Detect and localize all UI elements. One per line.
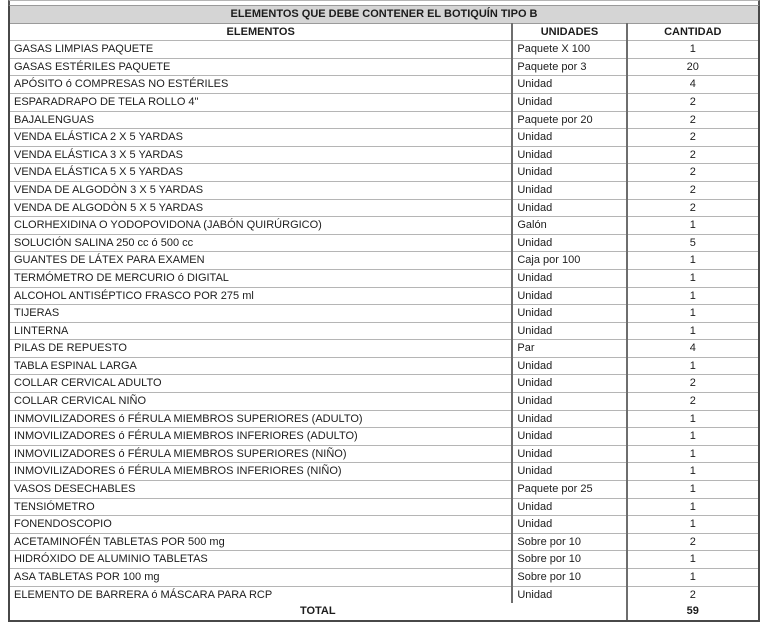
element-cell: GUANTES DE LÁTEX PARA EXAMEN [10, 252, 512, 270]
table-row [10, 111, 758, 129]
total-value: 59 [686, 605, 699, 618]
column-header-elementos: ELEMENTOS [10, 23, 512, 41]
quantity-cell: 1 [627, 305, 758, 323]
unit-cell: Sobre por 10 [512, 569, 626, 587]
table-row [10, 76, 758, 94]
unit-cell: Paquete por 25 [512, 481, 626, 499]
table-row [10, 569, 758, 587]
quantity-cell: 1 [627, 269, 758, 287]
element-cell: VENDA ELÁSTICA 5 X 5 YARDAS [10, 164, 512, 182]
element-cell: HIDRÓXIDO DE ALUMINIO TABLETAS [10, 551, 512, 569]
unit-cell: Unidad [512, 445, 626, 463]
unit-cell: Unidad [512, 586, 626, 603]
unit-cell: Unidad [512, 287, 626, 305]
quantity-cell: 2 [627, 533, 758, 551]
table-row [10, 217, 758, 235]
quantity-cell: 1 [627, 463, 758, 481]
table-row [10, 393, 758, 411]
table-row [10, 481, 758, 499]
element-cell: VASOS DESECHABLES [10, 481, 512, 499]
table-row [10, 146, 758, 164]
column-header-unidades: UNIDADES [512, 23, 626, 41]
unit-cell: Unidad [512, 498, 626, 516]
element-cell: VENDA ELÁSTICA 3 X 5 YARDAS [10, 146, 512, 164]
quantity-cell: 1 [627, 551, 758, 569]
unit-cell: Paquete por 20 [512, 111, 626, 129]
table-row [10, 199, 758, 217]
quantity-cell: 2 [627, 146, 758, 164]
table-row [10, 181, 758, 199]
table-row [10, 287, 758, 305]
unit-cell: Unidad [512, 463, 626, 481]
quantity-cell: 4 [627, 76, 758, 94]
element-cell: GASAS LIMPIAS PAQUETE [10, 41, 512, 59]
unit-cell: Unidad [512, 357, 626, 375]
quantity-cell: 2 [627, 393, 758, 411]
unit-cell: Unidad [512, 76, 626, 94]
table-header-row [10, 23, 758, 41]
quantity-cell: 2 [627, 111, 758, 129]
table-row [10, 129, 758, 147]
element-cell: SOLUCIÓN SALINA 250 cc ó 500 cc [10, 234, 512, 252]
table-row [10, 445, 758, 463]
table-row [10, 410, 758, 428]
unit-cell: Paquete X 100 [512, 41, 626, 59]
quantity-cell: 5 [627, 234, 758, 252]
quantity-cell: 1 [627, 357, 758, 375]
unit-cell: Unidad [512, 164, 626, 182]
table-row [10, 305, 758, 323]
unit-cell: Unidad [512, 393, 626, 411]
element-cell: COLLAR CERVICAL NIÑO [10, 393, 512, 411]
element-cell: INMOVILIZADORES ó FÉRULA MIEMBROS INFERIORES (NIÑO) [10, 463, 512, 481]
element-cell: VENDA DE ALGODÒN 3 X 5 YARDAS [10, 181, 512, 199]
quantity-cell: 2 [627, 93, 758, 111]
quantity-cell: 1 [627, 481, 758, 499]
table-row [10, 340, 758, 358]
element-cell: FONENDOSCOPIO [10, 516, 512, 534]
element-cell: TABLA ESPINAL LARGA [10, 357, 512, 375]
element-cell: PILAS DE REPUESTO [10, 340, 512, 358]
quantity-cell: 1 [627, 252, 758, 270]
quantity-cell: 2 [627, 181, 758, 199]
quantity-cell: 4 [627, 340, 758, 358]
element-cell: ESPARADRAPO DE TELA ROLLO 4" [10, 93, 512, 111]
unit-cell: Unidad [512, 234, 626, 252]
unit-cell: Unidad [512, 269, 626, 287]
table-title-row [10, 6, 758, 23]
table-row [10, 322, 758, 340]
unit-cell: Galón [512, 217, 626, 235]
total-label: TOTAL [10, 603, 627, 620]
unit-cell: Unidad [512, 146, 626, 164]
unit-cell: Sobre por 10 [512, 551, 626, 569]
element-cell: ELEMENTO DE BARRERA ó MÁSCARA PARA RCP [10, 586, 512, 603]
table-row [10, 533, 758, 551]
unit-cell: Par [512, 340, 626, 358]
element-cell: COLLAR CERVICAL ADULTO [10, 375, 512, 393]
table-body [10, 41, 758, 604]
unit-cell: Unidad [512, 181, 626, 199]
unit-cell: Paquete por 3 [512, 58, 626, 76]
table-row [10, 516, 758, 534]
column-header-cantidad: CANTIDAD [627, 23, 758, 41]
botiquin-table-sheet [8, 0, 760, 622]
quantity-cell: 1 [627, 569, 758, 587]
element-cell: BAJALENGUAS [10, 111, 512, 129]
element-cell: GASAS ESTÉRILES PAQUETE [10, 58, 512, 76]
table-row [10, 375, 758, 393]
quantity-cell: 1 [627, 410, 758, 428]
table-row [10, 41, 758, 59]
element-cell: ASA TABLETAS POR 100 mg [10, 569, 512, 587]
quantity-cell: 1 [627, 516, 758, 534]
unit-cell: Unidad [512, 129, 626, 147]
quantity-cell: 1 [627, 287, 758, 305]
table-row [10, 357, 758, 375]
quantity-cell: 1 [627, 41, 758, 59]
quantity-cell: 2 [627, 164, 758, 182]
table-row [10, 252, 758, 270]
quantity-cell: 2 [627, 375, 758, 393]
quantity-cell: 1 [627, 445, 758, 463]
quantity-cell: 1 [627, 498, 758, 516]
element-cell: ALCOHOL ANTISÉPTICO FRASCO POR 275 ml [10, 287, 512, 305]
table-outer-border [8, 5, 760, 622]
element-cell: VENDA DE ALGODÒN 5 X 5 YARDAS [10, 199, 512, 217]
table-row [10, 269, 758, 287]
botiquin-contents-table [10, 6, 758, 620]
element-cell: TIJERAS [10, 305, 512, 323]
table-row [10, 234, 758, 252]
element-cell: CLORHEXIDINA O YODOPOVIDONA (JABÓN QUIRÚRGICO) [10, 217, 512, 235]
quantity-cell: 1 [627, 322, 758, 340]
table-row [10, 164, 758, 182]
element-cell: TENSIÓMETRO [10, 498, 512, 516]
unit-cell: Unidad [512, 199, 626, 217]
unit-cell: Caja por 100 [512, 252, 626, 270]
unit-cell: Unidad [512, 428, 626, 446]
table-row [10, 93, 758, 111]
table-row [10, 428, 758, 446]
quantity-cell: 20 [627, 58, 758, 76]
quantity-cell: 2 [627, 129, 758, 147]
unit-cell: Sobre por 10 [512, 533, 626, 551]
unit-cell: Unidad [512, 516, 626, 534]
element-cell: INMOVILIZADORES ó FÉRULA MIEMBROS SUPERIORES (ADULTO) [10, 410, 512, 428]
quantity-cell: 2 [689, 588, 696, 601]
unit-cell: Unidad [512, 410, 626, 428]
quantity-cell: 1 [627, 217, 758, 235]
element-cell: INMOVILIZADORES ó FÉRULA MIEMBROS INFERIORES (ADULTO) [10, 428, 512, 446]
element-cell: TERMÓMETRO DE MERCURIO ó DIGITAL [10, 269, 512, 287]
table-row [10, 586, 758, 603]
quantity-cell: 2 [627, 199, 758, 217]
unit-cell: Unidad [512, 305, 626, 323]
element-cell: APÓSITO ó COMPRESAS NO ESTÉRILES [10, 76, 512, 94]
table-title: ELEMENTOS QUE DEBE CONTENER EL BOTIQUÍN TIPO B [10, 6, 758, 23]
element-cell: VENDA ELÁSTICA 2 X 5 YARDAS [10, 129, 512, 147]
table-row [10, 58, 758, 76]
table-total-row [10, 603, 758, 620]
table-row [10, 498, 758, 516]
table-row [10, 551, 758, 569]
element-cell: INMOVILIZADORES ó FÉRULA MIEMBROS SUPERIORES (NIÑO) [10, 445, 512, 463]
element-cell: ACETAMINOFÉN TABLETAS POR 500 mg [10, 533, 512, 551]
unit-cell: Unidad [512, 322, 626, 340]
quantity-cell: 1 [627, 428, 758, 446]
element-cell: LINTERNA [10, 322, 512, 340]
table-row [10, 463, 758, 481]
unit-cell: Unidad [512, 375, 626, 393]
unit-cell: Unidad [512, 93, 626, 111]
